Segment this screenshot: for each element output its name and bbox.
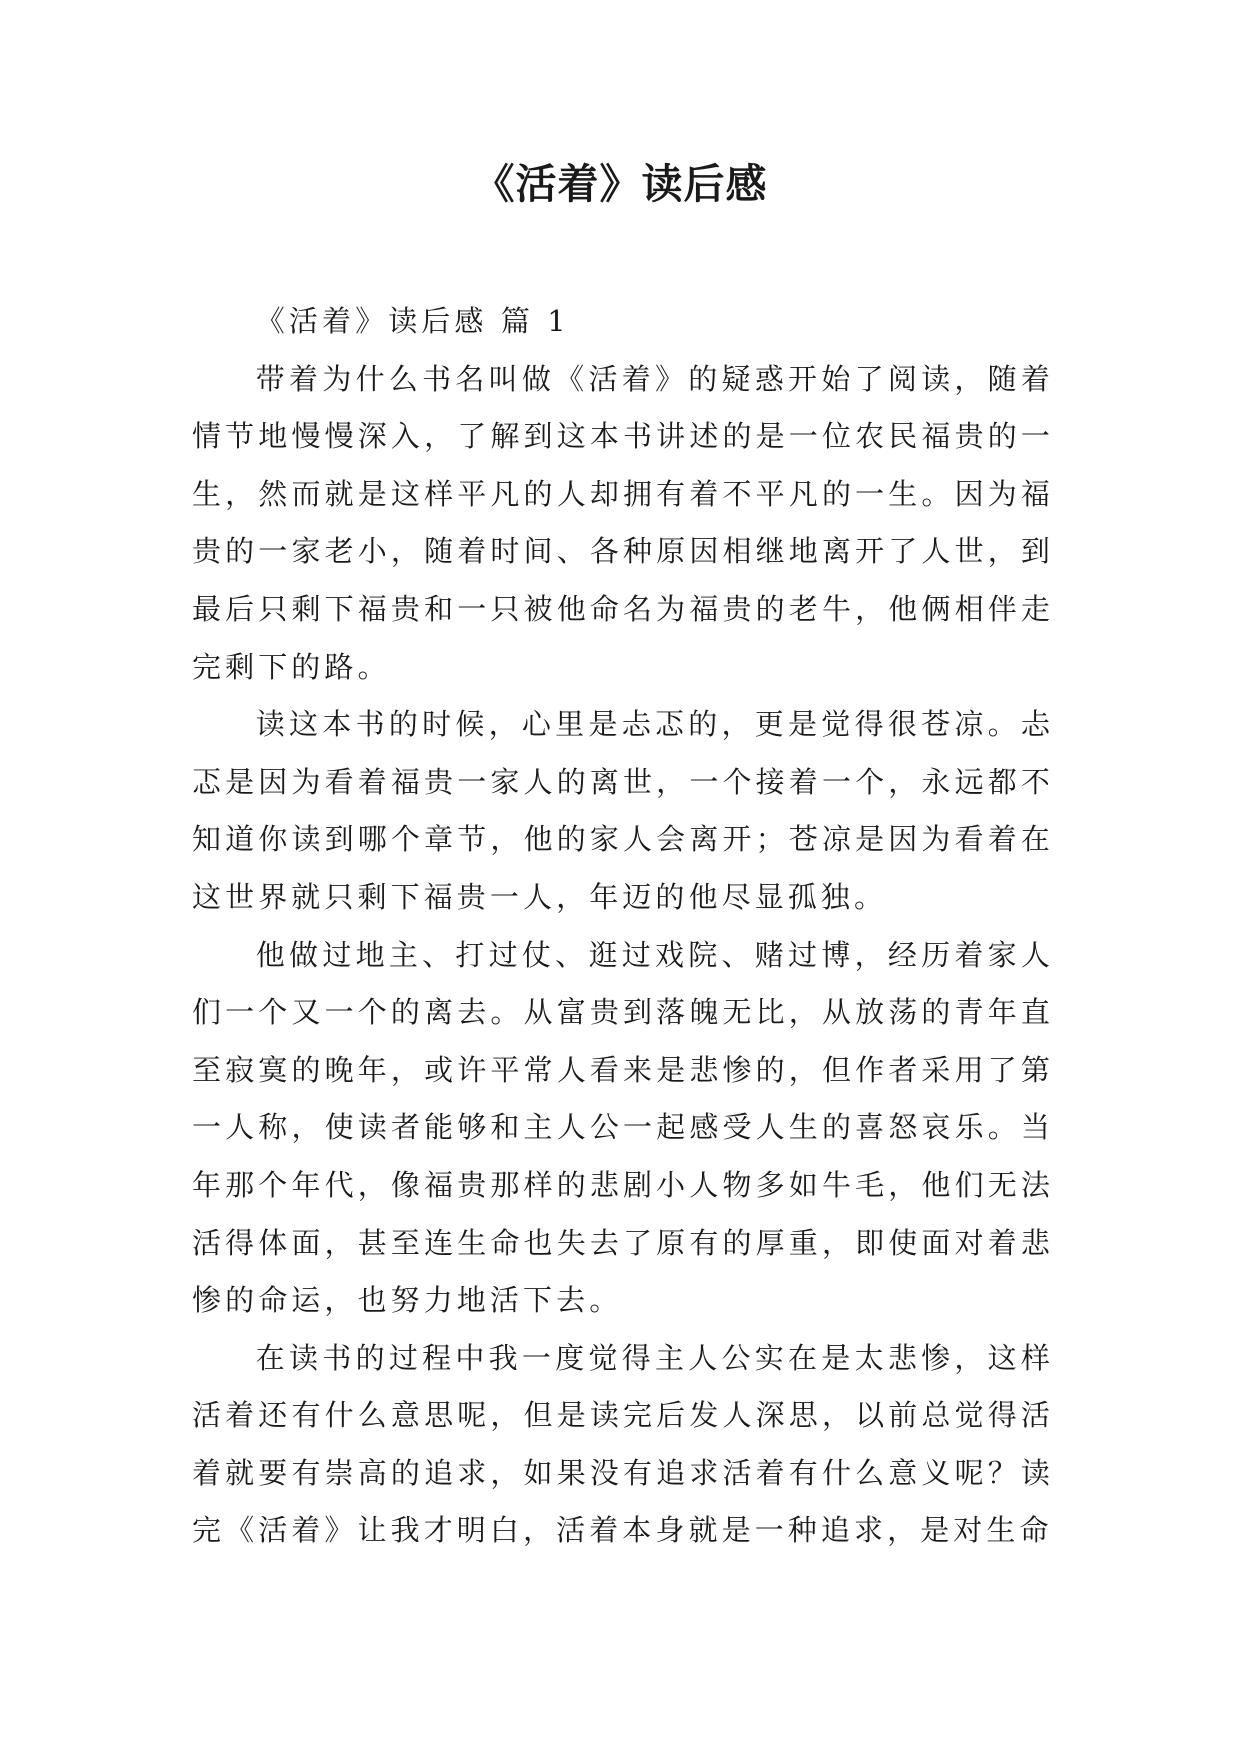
paragraph: 在读书的过程中我一度觉得主人公实在是太悲惨，这样活着还有什么意思呢，但是读完后发人深思，以前总觉得活着就要有崇高的追求，如果没有追求活着有什么意义呢？读完《活着》让我才明白，活着本身就是一种追求，是对生命 xyxy=(192,1340,1054,1548)
paragraph: 他做过地主、打过仗、逛过戏院、赌过博，经历着家人们一个又一个的离去。从富贵到落魄无比，从放荡的青年直至寂寞的晚年，或许平常人看来是悲惨的，但作者采用了第一人称，使读者能够和主人公一起感受人生的喜怒哀乐。当年那个年代，像福贵那样的悲剧小人物多如牛毛，他们无法活得体面，甚至连生命也失去了原有的厚重，即使面对着悲惨的命运，也努力地活下去。 xyxy=(192,937,1054,1318)
page-title: 《活着》读后感 xyxy=(473,160,768,208)
paragraph: 带着为什么书名叫做《活着》的疑惑开始了阅读，随着情节地慢慢深入，了解到这本书讲述的是一位农民福贵的一生，然而就是这样平凡的人却拥有着不平凡的一生。因为福贵的一家老小，随着时间、各种原因相继地离开了人世，到最后只剩下福贵和一只被他命名为福贵的老牛，他俩相伴走完剩下的路。 xyxy=(192,361,1054,684)
paragraph: 读这本书的时候，心里是忐忑的，更是觉得很苍凉。忐忑是因为看着福贵一家人的离世，一个接着一个，永远都不知道你读到哪个章节，他的家人会离开；苍凉是因为看着在这世界就只剩下福贵一人，年迈的他尽显孤独。 xyxy=(192,707,1054,914)
section-heading: 《活着》读后感 篇 1 xyxy=(255,304,570,338)
document-body xyxy=(192,293,1054,1560)
